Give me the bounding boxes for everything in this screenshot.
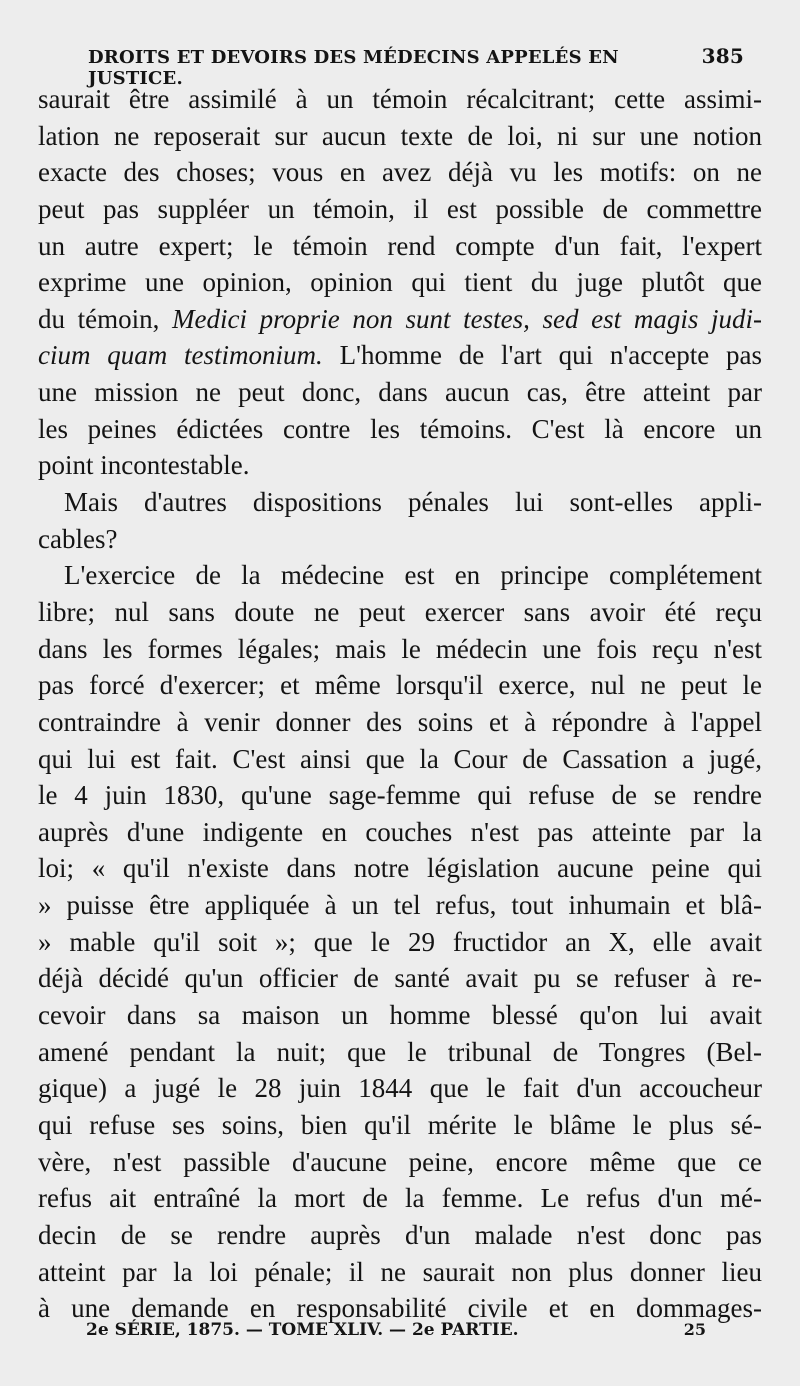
- text-line: decin de se rendre auprès d'un malade n'est donc pas: [38, 1219, 762, 1250]
- sheet-number: 25: [683, 1320, 706, 1339]
- text-line: cables?: [38, 523, 118, 554]
- text-line: lation ne reposerait sur aucun texte de loi, ni sur une notion: [38, 120, 762, 151]
- text-line: gique) a jugé le 28 juin 1844 que le fait d'un accoucheur: [38, 1073, 762, 1104]
- text-line: cevoir dans sa maison un homme blessé qu'on lui avait: [38, 1000, 762, 1031]
- text-line: refus ait entraîné la mort de la femme. Le refus d'un mé-: [38, 1183, 762, 1214]
- series-signature: 2e SÉRIE, 1875. — TOME XLIV. — 2e PARTIE.: [86, 1320, 519, 1340]
- page-number: 385: [701, 44, 744, 68]
- running-head-title: DROITS ET DEVOIRS DES MÉDECINS APPELÉS EN JUSTICE.: [88, 47, 619, 89]
- paragraph-start: Mais d'autres dispositions pénales lui sont-elles appli-: [64, 487, 762, 518]
- latin-quotation-end: cium quam testimonium.: [38, 340, 323, 371]
- text-line: point incontestable.: [38, 450, 250, 481]
- text-line: » mable qu'il soit »; que le 29 fructidor an X, elle avait: [38, 926, 762, 957]
- running-head: [88, 44, 744, 89]
- text-segment: L'homme de l'art qui n'accepte pas: [322, 340, 762, 371]
- text-line: contraindre à venir donner des soins et à répondre à l'appel: [38, 706, 762, 737]
- text-line: qui refuse ses soins, bien qu'il mérite le blâme le plus sé-: [38, 1109, 762, 1140]
- text-line: atteint par la loi pénale; il ne saurait non plus donner lieu: [38, 1256, 762, 1287]
- text-line: un autre expert; le témoin rend compte d'un fait, l'expert: [38, 230, 762, 261]
- paragraph-start: L'exercice de la médecine est en principe complétement: [64, 560, 762, 591]
- text-line: à une demande en responsabilité civile et en dommages-: [38, 1293, 762, 1324]
- text-line: peut pas suppléer un témoin, il est possible de commettre: [38, 193, 762, 224]
- text-line: saurait être assimilé à un témoin récalcitrant; cette assimi-: [38, 84, 762, 114]
- text-line: une mission ne peut donc, dans aucun cas, être atteint par: [38, 377, 762, 408]
- text-line: auprès d'une indigente en couches n'est pas atteinte par la: [38, 816, 762, 847]
- text-segment: du témoin,: [38, 303, 173, 334]
- text-line: » puisse être appliquée à un tel refus, tout inhumain et blâ-: [38, 890, 762, 921]
- text-line: exprime une opinion, opinion qui tient du juge plutôt que: [38, 267, 762, 298]
- latin-quotation: Medici proprie non sunt testes, sed est magis judi-: [172, 303, 762, 334]
- page-footer: [86, 1320, 706, 1348]
- text-line: amené pendant la nuit; que le tribunal de Tongres (Bel-: [38, 1036, 762, 1067]
- text-line-mixed: [38, 337, 762, 374]
- text-line: exacte des choses; vous en avez déjà vu les motifs: on ne: [38, 157, 762, 188]
- text-line: pas forcé d'exercer; et même lorsqu'il exerce, nul ne peut le: [38, 670, 762, 701]
- text-line: loi; « qu'il n'existe dans notre législation aucune peine qui: [38, 853, 762, 884]
- text-line: qui lui est fait. C'est ainsi que la Cour de Cassation a jugé,: [38, 743, 762, 774]
- text-line: libre; nul sans doute ne peut exercer sans avoir été reçu: [38, 596, 762, 627]
- text-line: vère, n'est passible d'aucune peine, encore même que ce: [38, 1146, 762, 1177]
- body-text: [38, 81, 762, 1327]
- text-line-mixed: [38, 301, 762, 338]
- text-line: le 4 juin 1830, qu'une sage-femme qui refuse de se rendre: [38, 780, 762, 811]
- text-line: déjà décidé qu'un officier de santé avait pu se refuser à re-: [38, 963, 762, 994]
- text-line: dans les formes légales; mais le médecin une fois reçu n'est: [38, 633, 762, 664]
- text-line: les peines édictées contre les témoins. C'est là encore un: [38, 413, 762, 444]
